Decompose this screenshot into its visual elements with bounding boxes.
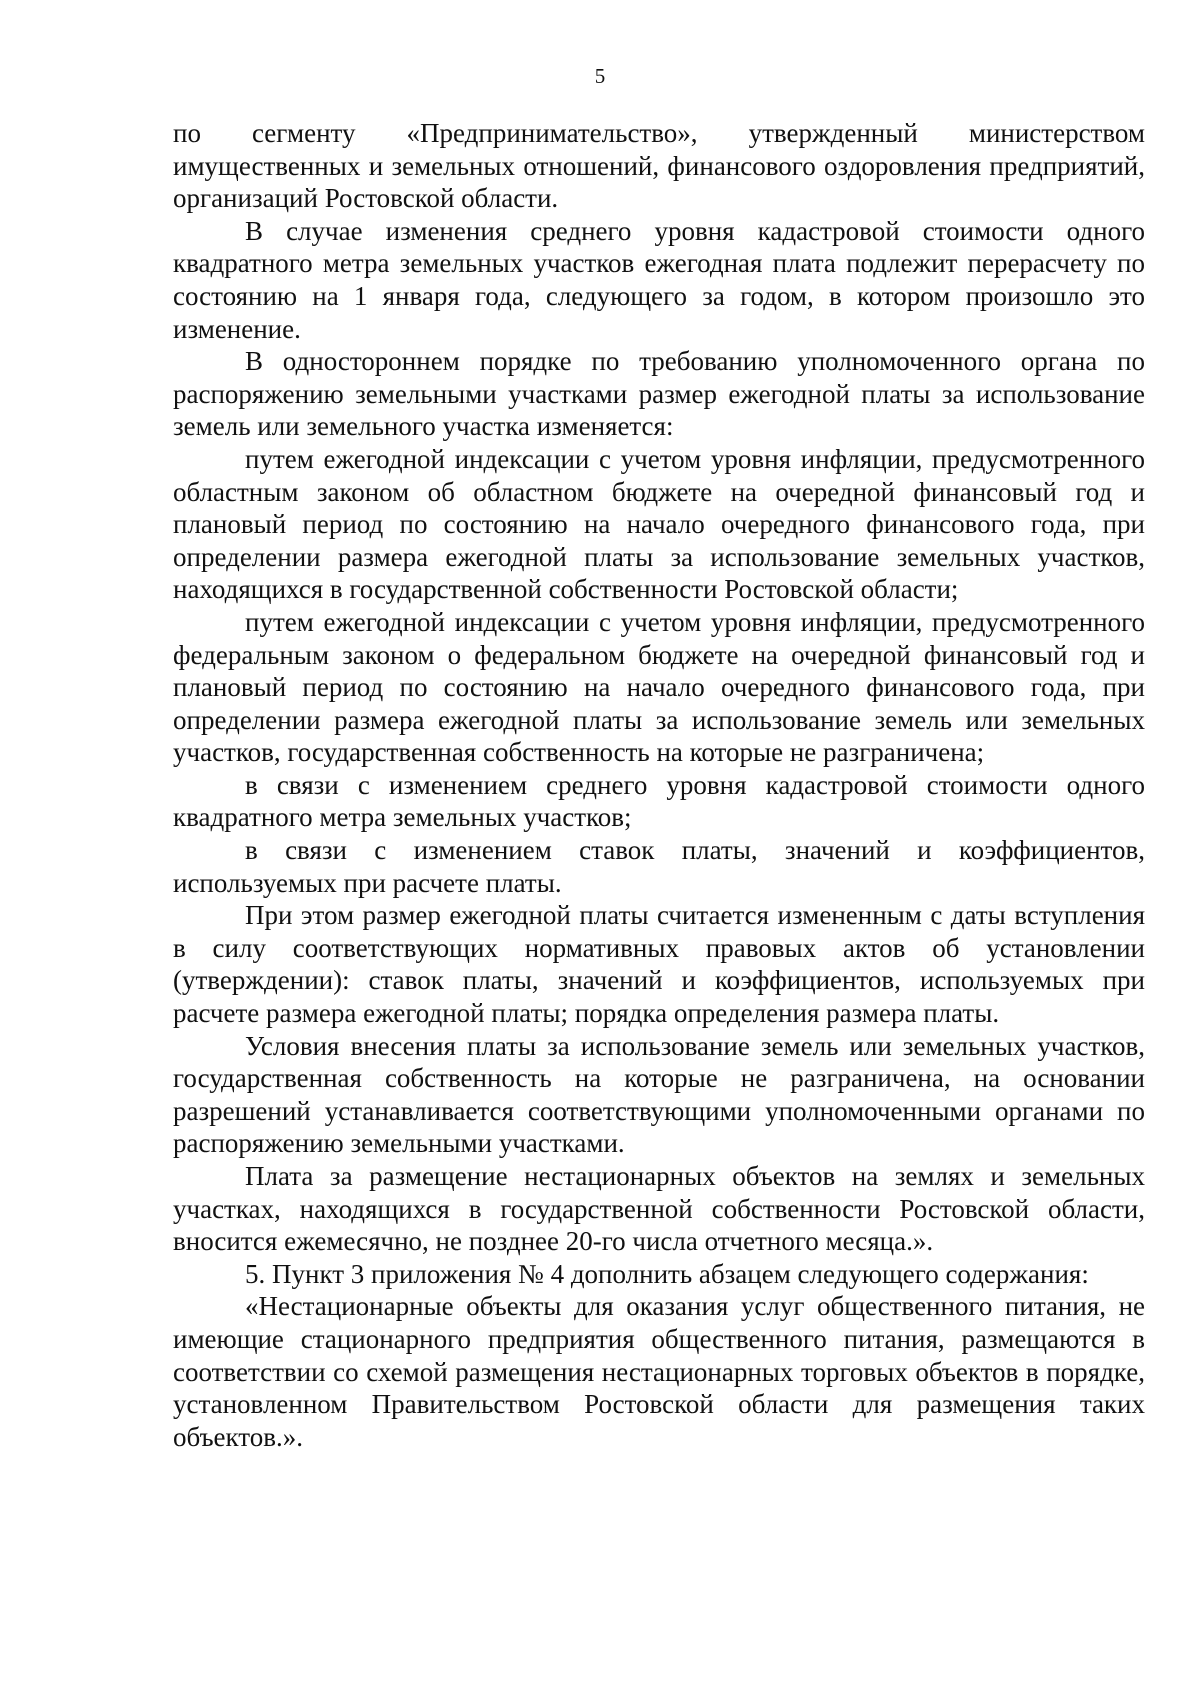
document-body <box>173 117 1145 1453</box>
paragraph-regional-indexation: путем ежегодной индексации с учетом уровня инфляции, предусмотренного областным законом об областном бюджете на очередной финансовый год и плановый период по состоянию на начало очередного финансового года, при определении размера ежегодной платы за использование земельных участков, находящихся в государственной собственности Ростовской области; <box>173 443 1145 605</box>
paragraph-continuation: по сегменту «Предпринимательство», утвержденный министерством имущественных и земельных отношений, финансового оздоровления предприятий, организаций Ростовской области. <box>173 118 1145 214</box>
paragraph-cadastral-change: в связи с изменением среднего уровня кадастровой стоимости одного квадратного метра земельных участков; <box>173 769 1145 833</box>
paragraph-item-5: 5. Пункт 3 приложения № 4 дополнить абзацем следующего содержания: <box>245 1258 1089 1289</box>
paragraph-monthly-payment: Плата за размещение нестационарных объектов на землях и земельных участках, находящихся в государственной собственности Ростовской области, вносится ежемесячно, не позднее 20-го числа отчетного месяца.». <box>173 1161 1145 1257</box>
paragraph-recalculation: В случае изменения среднего уровня кадастровой стоимости одного квадратного метра земельных участков ежегодная плата подлежит перерасчету по состоянию на 1 января года, следующего за годом, в котором произошло это изменение. <box>173 215 1145 344</box>
page-number: 5 <box>594 64 606 88</box>
paragraph-effective-date: При этом размер ежегодной платы считается измененным с даты вступления в силу соответствующих нормативных правовых актов об установлении (утверждении): ставок платы, значений и коэффициентов, используемых при расчете размера ежегодной платы; порядка определения размера платы. <box>173 900 1145 1029</box>
paragraph-unilateral-change: В одностороннем порядке по требованию уполномоченного органа по распоряжению земельными участками размер ежегодной платы за использование земель или земельного участка изменяется: <box>173 346 1145 442</box>
paragraph-federal-indexation: путем ежегодной индексации с учетом уровня инфляции, предусмотренного федеральным законом о федеральном бюджете на очередной финансовый год и плановый период по состоянию на начало очередного финансового года, при определении размера ежегодной платы за использование земель или земельных участков, государственная собственность на которые не разграничена; <box>173 606 1145 768</box>
paragraph-quoted-addition: «Нестационарные объекты для оказания услуг общественного питания, не имеющие стационарного предприятия общественного питания, размещаются в соответствии со схемой размещения нестационарных торговых объектов в порядке, установленном Правительством Ростовской области для размещения таких объектов.». <box>173 1291 1145 1452</box>
paragraph-payment-conditions: Условия внесения платы за использование земель или земельных участков, государственная собственность на которые не разграничена, на основании разрешений устанавливается соответствующими уполномоченными органами по распоряжению земельными участками. <box>173 1030 1145 1159</box>
paragraph-rates-change: в связи с изменением ставок платы, значений и коэффициентов, используемых при расчете платы. <box>173 835 1145 898</box>
